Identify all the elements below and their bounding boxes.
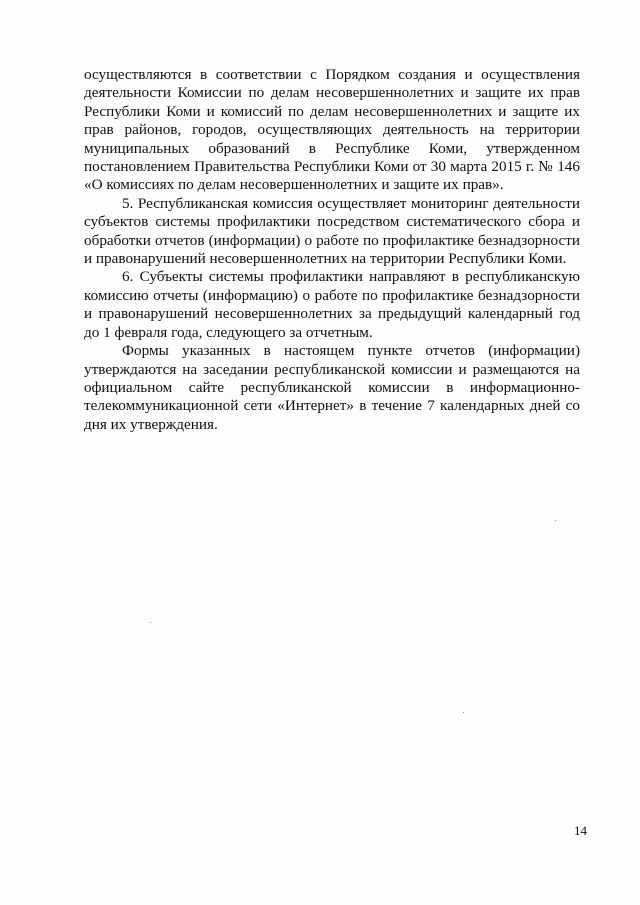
paragraph-item-5: 5. Республиканская комиссия осуществляет мониторинг деятельности субъектов системы профилактики посредством систематического сбора и обработки отчетов (информации) о работе по профилактике безнадзорности и правонарушений несовершеннолетних на территории Республики Коми.: [84, 194, 580, 268]
paragraph-item-6: 6. Субъекты системы профилактики направляют в республиканскую комиссию отчеты (информацию) о работе по профилактике безнадзорности и правонарушений несовершеннолетних за предыдущий календарный год до 1 февраля года, следующего за отчетным.: [84, 268, 580, 341]
scan-speck: [150, 622, 151, 623]
document-body: [84, 66, 580, 434]
page-number: 14: [574, 823, 587, 838]
paragraph-forms: Формы указанных в настоящем пункте отчетов (информации) утверждаются на заседании республиканской комиссии и размещаются на официальном сайте республиканской комиссии в информационно-телекоммуникационной сети «Интернет» в течение 7 календарных дней со дня их утверждения.: [84, 342, 580, 433]
scan-speck: [555, 520, 556, 521]
paragraph-continuation: осуществляются в соответствии с Порядком создания и осуществления деятельности Комиссии по делам несовершеннолетних и защите их прав Республики Коми и комиссий по делам несовершеннолетних и защите их прав районов, городов, осуществляющих деятельность на территории муниципальных образований в Республике Коми, утвержденном постановлением Правительства Республики Коми от 30 марта 2015 г. № 146 «О комиссиях по делам несовершеннолетних и защите их прав».: [84, 66, 580, 194]
scan-speck: [463, 712, 464, 713]
